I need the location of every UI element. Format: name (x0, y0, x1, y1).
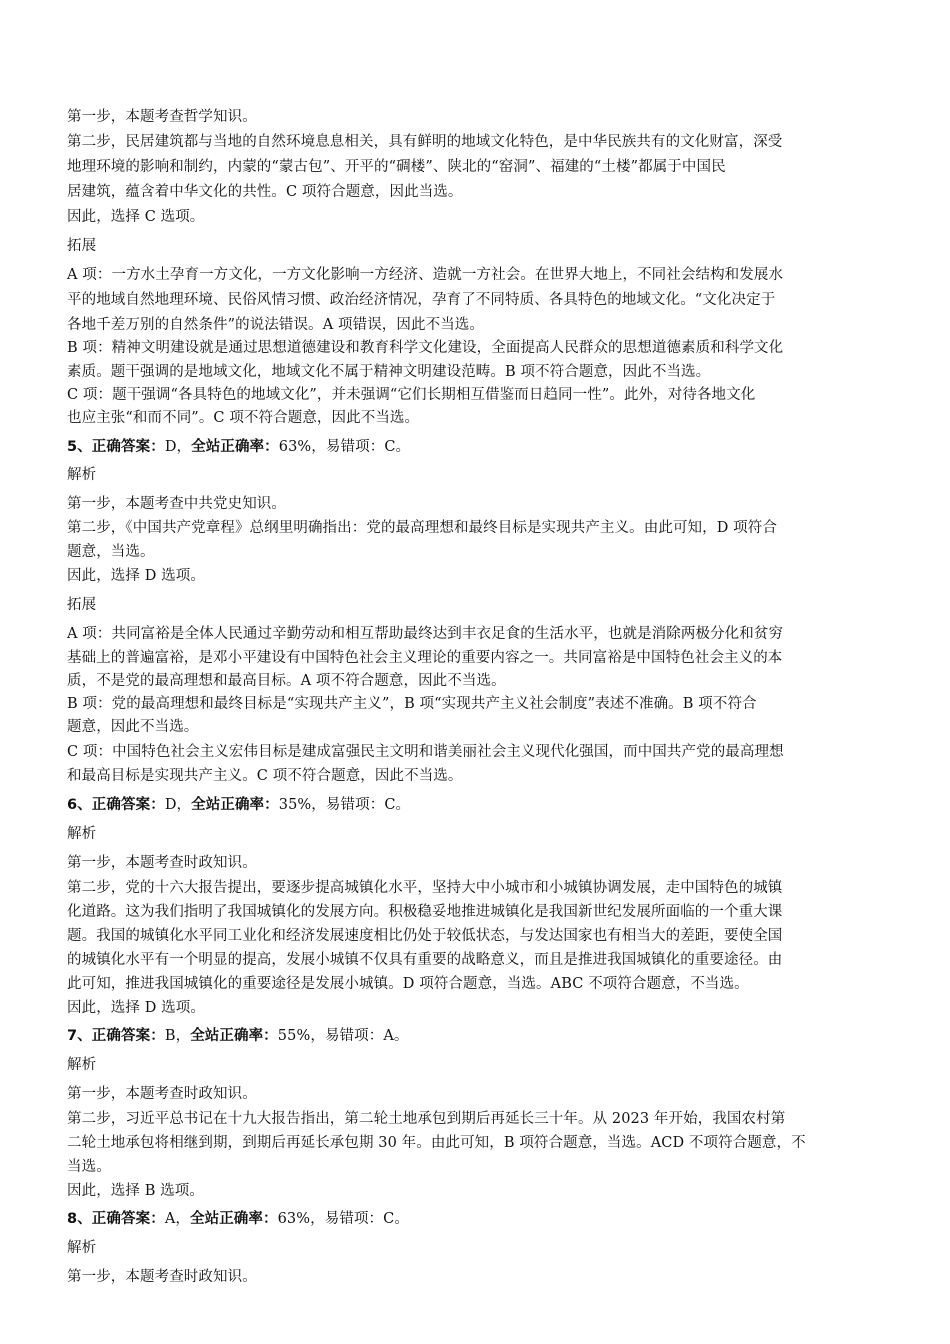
period: 。 (393, 1028, 409, 1044)
period: 。 (395, 797, 411, 813)
correct-rate: 35% (278, 797, 312, 813)
rate-label: 全站正确率： (190, 1211, 278, 1227)
text-line: 第一步，本题考查时政知识。 (67, 1269, 257, 1285)
text-line: 和最高目标是实现共产主义。C 项不符合题意，因此不当选。 (67, 768, 463, 784)
wrong-option: C (383, 1211, 395, 1227)
correct-rate: 63% (277, 1211, 311, 1227)
period: 。 (394, 1211, 409, 1227)
question-number: 7 (67, 1028, 78, 1044)
text-line: 题意，因此不当选。 (67, 719, 199, 735)
question-number: 5 (67, 439, 78, 455)
correct-answer: B (164, 1028, 176, 1044)
wrong-label: 易错项： (324, 1028, 384, 1044)
text-line: 第一步，本题考查时政知识。 (67, 1086, 257, 1102)
text-line: 题。我国的城镇化水平同工业化和经济发展速度相比仍处于较低状态，与发达国家也有相当大的差距，要使全国 (67, 928, 783, 944)
correct-answer: D (164, 439, 177, 455)
text-line: C 项：中国特色社会主义宏伟目标是建成富强民主文明和谐美丽社会主义现代化强国，而中国共产党的最高理想 (67, 744, 784, 760)
answer-label: 、正确答案： (77, 797, 165, 813)
correct-rate: 63% (278, 439, 312, 455)
section-heading: 解析 (67, 826, 97, 842)
text-line: 第二步，党的十六大报告提出，要逐步提高城镇化水平，坚持大中小城市和小城镇协调发展，走中国特色的城镇 (67, 880, 783, 896)
text-line: 各地千差万别的自然条件”的说法错误。A 项错误，因此不当选。 (67, 317, 484, 333)
wrong-label: 易错项： (324, 1211, 384, 1227)
correct-answer: A (164, 1211, 176, 1227)
separator: ， (175, 1211, 190, 1227)
section-heading: 拓展 (67, 238, 97, 254)
correct-answer: D (164, 797, 177, 813)
answer-line-q5 (67, 437, 410, 457)
wrong-label: 易错项： (325, 797, 385, 813)
text-line: 因此，选择 C 选项。 (67, 209, 205, 225)
separator: ， (311, 797, 326, 813)
text-line: 二轮土地承包将相继到期，到期后再延长承包期 30 年。由此可知，B 项符合题意，当选。ACD 不项符合题意，不 (67, 1135, 806, 1151)
separator: ， (176, 439, 192, 455)
answer-label: 、正确答案： (77, 1028, 165, 1044)
text-line: 因此，选择 D 选项。 (67, 1000, 205, 1016)
text-line: 第一步，本题考查哲学知识。 (67, 109, 257, 125)
text-line: 化道路。这为我们指明了我国城镇化的发展方向。积极稳妥地推进城镇化是我国新世纪发展所面临的一个重大课 (67, 904, 783, 920)
separator: ， (175, 1028, 191, 1044)
text-line: 第二步，习近平总书记在十九大报告指出，第二轮土地承包到期后再延长三十年。从 2023 年开始，我国农村第 (67, 1111, 786, 1127)
wrong-option: A (383, 1028, 394, 1044)
text-line: 此可知，推进我国城镇化的重要途径是发展小城镇。D 项符合题意，当选。ABC 不项符合题意，不当选。 (67, 976, 749, 992)
text-line: 基础上的普遍富裕，是邓小平建设有中国特色社会主义理论的重要内容之一。共同富裕是中国特色社会主义的本 (67, 650, 783, 666)
answer-label: 、正确答案： (77, 1211, 165, 1227)
text-line: 质，不是党的最高理想和最高目标。A 项不符合题意，因此不当选。 (67, 673, 506, 689)
separator: ， (311, 439, 326, 455)
text-line: 因此，选择 B 选项。 (67, 1183, 204, 1199)
text-line: C 项：题干强调“各具特色的地域文化”，并未强调“它们长期相互借鉴而日趋同一性”。此外，对待各地文化 (67, 387, 756, 403)
text-line: 地理环境的影响和制约，内蒙的“蒙古包”、开平的“碉楼”、陕北的“窑洞”、福建的“土楼”都属于中国民 (67, 159, 726, 175)
text-line: A 项：共同富裕是全体人民通过辛勤劳动和相互帮助最终达到丰衣足食的生活水平，也就是消除两极分化和贫穷 (67, 626, 784, 642)
question-number: 6 (67, 797, 78, 813)
section-heading: 解析 (67, 1240, 97, 1256)
separator: ， (176, 797, 192, 813)
text-line: 当选。 (67, 1159, 111, 1175)
answer-line-q6 (67, 795, 410, 815)
answer-line-q7 (67, 1026, 409, 1046)
section-heading: 拓展 (67, 597, 97, 613)
text-line: B 项：党的最高理想和最终目标是“实现共产主义”，B 项“实现共产主义社会制度”表述不准确。B 项不符合 (67, 696, 757, 712)
text-line: 第二步，《中国共产党章程》总纲里明确指出：党的最高理想和最终目标是实现共产主义。由此可知，D 项符合 (67, 520, 777, 536)
text-line: 素质。题干强调的是地域文化，地域文化不属于精神文明建设范畴。B 项不符合题意，因此不当选。 (67, 364, 711, 380)
answer-label: 、正确答案： (77, 439, 165, 455)
text-line: 第二步，民居建筑都与当地的自然环境息息相关，具有鲜明的地域文化特色，是中华民族共有的文化财富，深受 (67, 134, 783, 150)
period: 。 (395, 439, 411, 455)
text-line: 第一步，本题考查中共党史知识。 (67, 496, 286, 512)
rate-label: 全站正确率： (191, 439, 279, 455)
text-line: 也应主张“和而不同”。C 项不符合题意，因此不当选。 (67, 410, 420, 426)
question-number: 8 (67, 1211, 78, 1227)
text-line: B 项：精神文明建设就是通过思想道德建设和教育科学文化建设，全面提高人民群众的思想道德素质和科学文化 (67, 340, 784, 356)
text-line: 的城镇化水平有一个明显的提高，发展小城镇不仅具有重要的战略意义，而且是推进我国城镇化的重要途径。由 (67, 952, 783, 968)
wrong-label: 易错项： (325, 439, 385, 455)
separator: ， (310, 1211, 325, 1227)
rate-label: 全站正确率： (191, 797, 279, 813)
wrong-option: C (384, 797, 396, 813)
section-heading: 解析 (67, 467, 97, 483)
wrong-option: C (384, 439, 396, 455)
answer-line-q8 (67, 1209, 409, 1229)
text-line: 因此，选择 D 选项。 (67, 568, 205, 584)
rate-label: 全站正确率： (190, 1028, 278, 1044)
text-line: A 项：一方水土孕育一方文化，一方文化影响一方经济、造就一方社会。在世界大地上，不同社会结构和发展水 (67, 267, 784, 283)
text-line: 居建筑，蕴含着中华文化的共性。C 项符合题意，因此当选。 (67, 184, 463, 200)
separator: ， (310, 1028, 325, 1044)
section-heading: 解析 (67, 1057, 97, 1073)
text-line: 题意，当选。 (67, 544, 155, 560)
text-line: 第一步，本题考查时政知识。 (67, 855, 257, 871)
correct-rate: 55% (277, 1028, 311, 1044)
text-line: 平的地域自然地理环境、民俗风情习惯、政治经济情况，孕育了不同特质、各具特色的地域文化。“文化决定于 (67, 292, 776, 308)
